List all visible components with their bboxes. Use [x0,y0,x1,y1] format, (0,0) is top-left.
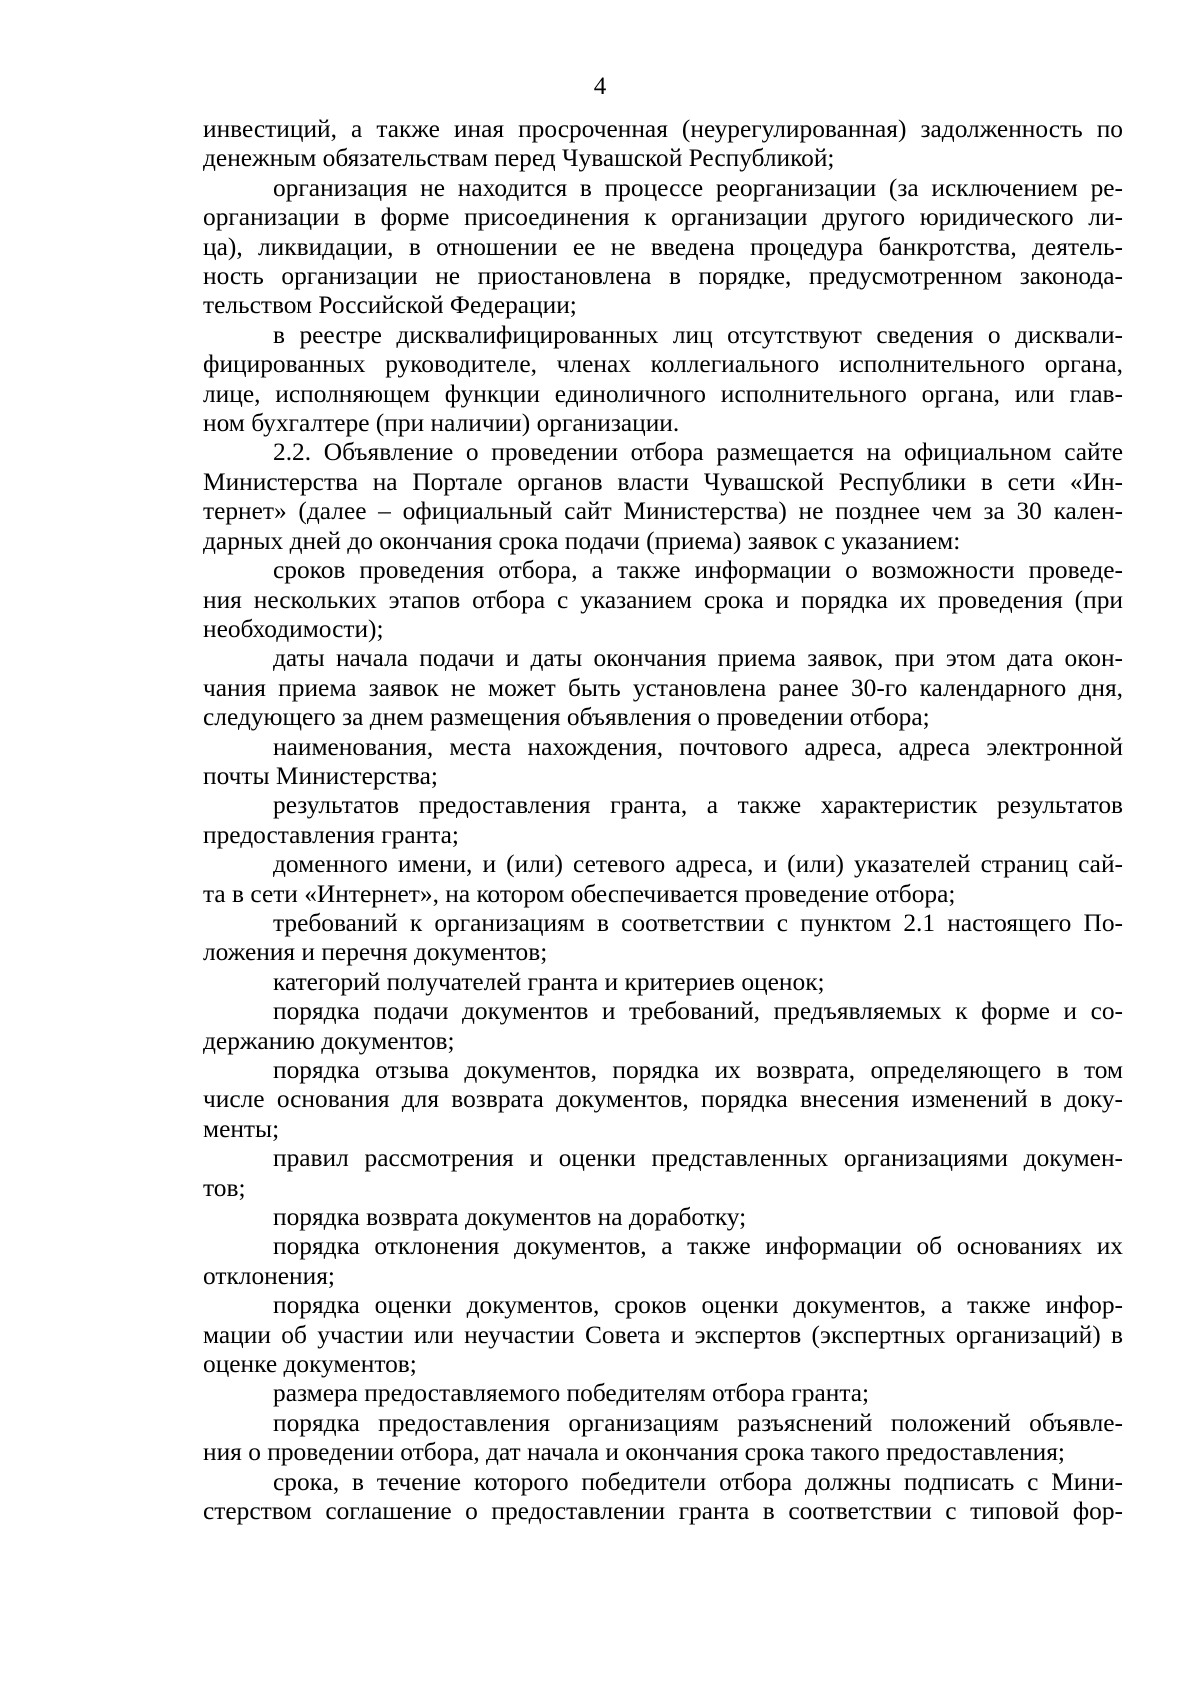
text-line: чания приема заявок не может быть установлена ранее 30-го календарного дня, [203,673,1123,702]
paragraph [203,1468,1123,1527]
paragraph [203,1056,1123,1144]
text-line: следующего за днем размещения объявления о проведении отбора; [203,703,930,732]
text-line: держанию документов; [203,1026,455,1055]
text-line: срока, в течение которого победители отбора должны подписать с Мини- [273,1467,1123,1496]
paragraph [203,909,1123,968]
text-line: требований к организациям в соответствии с пунктом 2.1 настоящего По- [273,908,1123,937]
text-line: порядка отзыва документов, порядка их возврата, определяющего в том [273,1056,1123,1084]
paragraph [203,1291,1123,1379]
paragraph [203,997,1123,1056]
text-line: ния нескольких этапов отбора с указанием срока и порядка их проведения (при [203,585,1123,614]
text-line: в реестре дисквалифицированных лиц отсутствуют сведения о дисквали- [273,320,1123,349]
text-line: порядка отклонения документов, а также информации об основаниях их [273,1232,1123,1261]
text-line: организации в форме присоединения к организации другого юридического ли- [203,203,1123,232]
text-line: доменного имени, и (или) сетевого адреса, и (или) указателей страниц сай- [273,850,1123,879]
text-line: порядка предоставления организациям разъяснений положений объявле- [273,1408,1123,1437]
text-line: тельством Российской Федерации; [203,291,577,320]
paragraph [203,1379,1123,1408]
text-line: мации об участии или неучастии Совета и экспертов (экспертных организаций) в [203,1320,1123,1349]
text-line: сроков проведения отбора, а также информации о возможности проведе- [273,556,1123,585]
text-line: тернет» (далее – официальный сайт Министерства) не позднее чем за 30 кален- [203,497,1123,526]
paragraph [203,438,1123,556]
text-line: ложения и перечня документов; [203,938,548,967]
text-line: инвестиций, а также иная просроченная (неурегулированная) задолженность по [203,115,1123,143]
paragraph [203,733,1123,792]
document-body [203,115,1123,1527]
paragraph [203,115,1123,174]
text-line: тов; [203,1173,246,1202]
paragraph [203,791,1123,850]
text-line: организация не находится в процессе реорганизации (за исключением ре- [273,173,1123,202]
text-line: порядка оценки документов, сроков оценки документов, а также инфор- [273,1291,1123,1320]
text-line: даты начала подачи и даты окончания приема заявок, при этом дата окон- [273,644,1123,673]
text-line: та в сети «Интернет», на котором обеспечивается проведение отбора; [203,879,956,908]
paragraph [203,321,1123,439]
paragraph [203,968,1123,997]
text-line: ния о проведении отбора, дат начала и окончания срока такого предоставления; [203,1438,1065,1467]
text-line: отклонения; [203,1261,335,1290]
text-line: фицированных руководителе, членах коллегиального исполнительного органа, [203,350,1123,379]
text-line: 2.2. Объявление о проведении отбора размещается на официальном сайте [273,438,1123,467]
text-line: наименования, места нахождения, почтового адреса, адреса электронной [273,732,1123,761]
text-line: дарных дней до окончания срока подачи (приема) заявок с указанием: [203,526,961,555]
text-line: ном бухгалтере (при наличии) организации. [203,409,680,438]
text-line: ца), ликвидации, в отношении ее не введена процедура банкротства, деятель- [203,232,1123,261]
paragraph [203,1232,1123,1291]
paragraph [203,174,1123,321]
text-line: стерством соглашение о предоставлении гранта в соответствии с типовой фор- [203,1497,1123,1526]
text-line: денежным обязательствам перед Чувашской Республикой; [203,144,835,173]
text-line: размера предоставляемого победителям отбора гранта; [273,1379,870,1408]
text-line: правил рассмотрения и оценки представленных организациями докумен- [273,1144,1123,1173]
text-line: лице, исполняющем функции единоличного исполнительного органа, или глав- [203,379,1123,408]
paragraph [203,1409,1123,1468]
text-line: порядка подачи документов и требований, предъявляемых к форме и со- [273,997,1123,1026]
paragraph [203,556,1123,644]
text-line: менты; [203,1114,280,1143]
text-line: предоставления гранта; [203,820,459,849]
text-line: порядка возврата документов на доработку; [273,1203,747,1232]
text-line: категорий получателей гранта и критериев оценок; [273,967,825,996]
paragraph [203,850,1123,909]
text-line: ность организации не приостановлена в порядке, предусмотренном законода- [203,262,1123,291]
text-line: результатов предоставления гранта, а также характеристик результатов [273,791,1123,820]
text-line: Министерства на Портале органов власти Чувашской Республики в сети «Ин- [203,467,1123,496]
text-line: числе основания для возврата документов, порядка внесения изменений в доку- [203,1085,1123,1114]
text-line: необходимости); [203,614,384,643]
paragraph [203,644,1123,732]
text-line: почты Министерства; [203,761,438,790]
page-number: 4 [593,73,607,100]
paragraph [203,1203,1123,1232]
text-line: оценке документов; [203,1350,417,1379]
paragraph [203,1144,1123,1203]
